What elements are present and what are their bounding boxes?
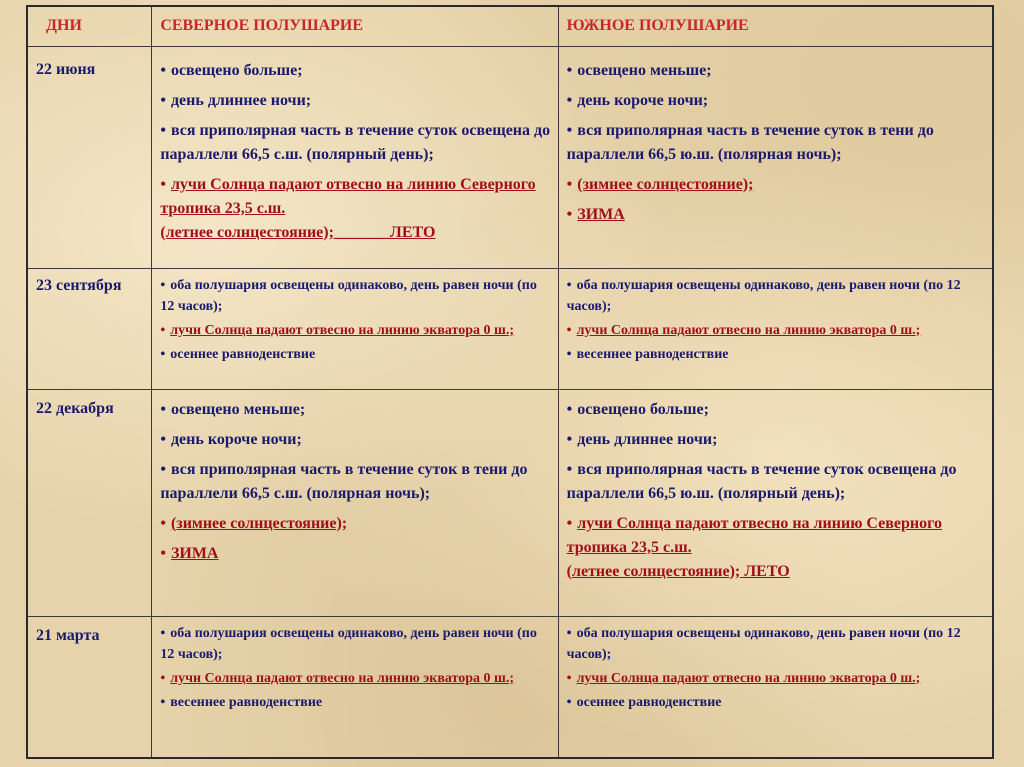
south-item: день короче ночи;	[577, 91, 709, 109]
south-cell: • оба полушария освещены одинаково, день равен ночи (по 12 часов); • лучи Солнца падают отвесно на линию экватора 0 ш.; • весеннее равноденствие	[558, 268, 993, 389]
north-item: освещено больше;	[170, 61, 303, 79]
north-item: день короче ночи;	[170, 430, 302, 448]
south-item: осеннее равноденствие	[576, 694, 722, 710]
seasons-table	[26, 5, 994, 759]
header-south: ЮЖНОЕ ПОЛУШАРИЕ	[558, 6, 993, 46]
row-december	[27, 389, 993, 616]
north-cell: • оба полушария освещены одинаково, день равен ночи (по 12 часов); • лучи Солнца падают отвесно на линию экватора 0 ш.; • осеннее равноденствие	[152, 268, 558, 389]
north-item: вся приполярная часть в течение суток в тени до параллели 66,5 с.ш. (полярная ночь);	[160, 460, 528, 502]
row-june	[27, 46, 993, 268]
header-north: СЕВЕРНОЕ ПОЛУШАРИЕ	[152, 6, 558, 46]
north-item: вся приполярная часть в течение суток освещена до параллели 66,5 с.ш. (полярный день);	[160, 121, 551, 163]
north-item-highlight: (зимнее солнцестояние);	[170, 514, 348, 532]
north-item-highlight: лучи Солнца падают отвесно на линию Северного тропика 23,5 с.ш.	[160, 175, 536, 217]
north-item: осеннее равноденствие	[170, 346, 316, 362]
south-item: оба полушария освещены одинаково, день равен ночи (по 12 часов);	[566, 277, 961, 314]
south-item-highlight: ЗИМА	[577, 205, 625, 223]
day-cell: 22 декабря	[27, 389, 152, 616]
header-days: ДНИ	[27, 6, 152, 46]
north-item-highlight: лучи Солнца падают отвесно на линию экватора 0 ш.;	[170, 322, 515, 338]
day-cell: 21 марта	[27, 616, 152, 758]
north-item: оба полушария освещены одинаково, день равен ночи (по 12 часов);	[160, 277, 537, 314]
south-item-highlight: (зимнее солнцестояние);	[577, 175, 754, 193]
south-item-highlight: лучи Солнца падают отвесно на линию Северного тропика 23,5 с.ш.	[566, 514, 942, 556]
day-cell: 22 июня	[27, 46, 152, 268]
south-item: вся приполярная часть в течение суток освещена до параллели 66,5 ю.ш. (полярный день);	[566, 460, 957, 502]
north-cell: • освещено меньше; • день короче ночи; • вся приполярная часть в течение суток в тени до параллели 66,5 с.ш. (полярная ночь); • (зимнее солнцестояние); • ЗИМА	[152, 389, 558, 616]
south-item-highlight: лучи Солнца падают отвесно на линию экватора 0 ш.;	[576, 670, 921, 686]
day-cell: 23 сентября	[27, 268, 152, 389]
south-item-highlight: лучи Солнца падают отвесно на линию экватора 0 ш.;	[576, 322, 921, 338]
north-item: освещено меньше;	[170, 400, 306, 418]
north-cell: • оба полушария освещены одинаково, день равен ночи (по 12 часов); • лучи Солнца падают отвесно на линию экватора 0 ш.; • весеннее равноденствие	[152, 616, 558, 758]
header-row	[27, 6, 993, 46]
row-september	[27, 268, 993, 389]
north-cell: • освещено больше; • день длиннее ночи; • вся приполярная часть в течение суток освещена до параллели 66,5 с.ш. (полярный день); • лучи Солнца падают отвесно на линию Северного тропика 23,5 с.ш. (летнее солнцестояние);_______ЛЕТО	[152, 46, 558, 268]
south-item: освещено меньше;	[577, 61, 712, 79]
north-item-highlight: (летнее солнцестояние);_______ЛЕТО	[160, 223, 436, 241]
row-march	[27, 616, 993, 758]
north-item: весеннее равноденствие	[170, 694, 323, 710]
north-item-highlight: ЗИМА	[170, 544, 219, 562]
south-cell: • освещено больше; • день длиннее ночи; • вся приполярная часть в течение суток освещена до параллели 66,5 ю.ш. (полярный день); • лучи Солнца падают отвесно на линию Северного тропика 23,5 с.ш. (летнее солнцестояние); ЛЕТО	[558, 389, 993, 616]
north-item: день длиннее ночи;	[170, 91, 312, 109]
south-item-highlight: (летнее солнцестояние); ЛЕТО	[566, 562, 790, 580]
north-item-highlight: лучи Солнца падают отвесно на линию экватора 0 ш.;	[170, 670, 515, 686]
south-cell: • освещено меньше; • день короче ночи; • вся приполярная часть в течение суток в тени до параллели 66,5 ю.ш. (полярная ночь); • (зимнее солнцестояние); • ЗИМА	[558, 46, 993, 268]
north-item: оба полушария освещены одинаково, день равен ночи (по 12 часов);	[160, 625, 537, 662]
south-cell: • оба полушария освещены одинаково, день равен ночи (по 12 часов); • лучи Солнца падают отвесно на линию экватора 0 ш.; • осеннее равноденствие	[558, 616, 993, 758]
south-item: освещено больше;	[577, 400, 709, 418]
south-item: весеннее равноденствие	[576, 346, 729, 362]
south-item: день длиннее ночи;	[577, 430, 718, 448]
south-item: оба полушария освещены одинаково, день равен ночи (по 12 часов);	[566, 625, 961, 662]
south-item: вся приполярная часть в течение суток в тени до параллели 66,5 ю.ш. (полярная ночь);	[566, 121, 934, 163]
